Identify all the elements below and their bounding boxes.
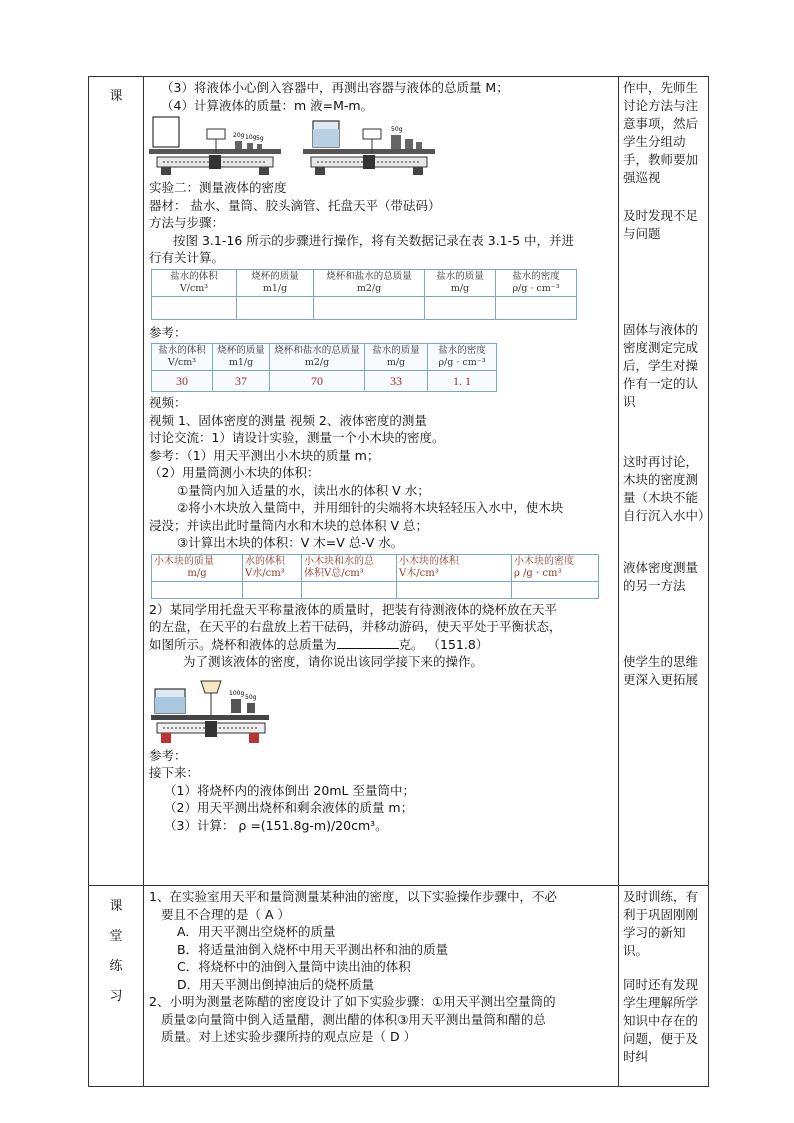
- practice-q1-line1: 1、在实验室用天平和量筒测量某种油的密度，以下实验操作步骤中，不必: [149, 889, 557, 904]
- saltwater-reference-table: [151, 343, 497, 392]
- note: 作中，先师生讨论方法与注意事项，然后学生分组动手，教师要加强巡视: [623, 80, 699, 185]
- question2-line1: 2）某同学用托盘天平称量液体的质量时，把装有待测液体的烧杯放在天平: [149, 601, 557, 617]
- video-label: 视频：: [149, 395, 187, 410]
- video-links[interactable]: 视频 1、固体密度的测量 视频 2、液体密度的测量: [149, 412, 427, 428]
- table-cell: 30: [152, 371, 213, 392]
- reference-step-2c: ③计算出木块的体积：V 木=V 总-V 水。: [177, 535, 404, 550]
- next-label: 接下来：: [149, 765, 200, 780]
- reference-label: 参考：: [149, 324, 187, 340]
- reference-step-2b-line2: 浸没；并读出此时量筒内水和木块的总体积 V 总；: [149, 517, 428, 533]
- lesson-row-practice: [89, 886, 709, 1087]
- lesson-row-teaching: [89, 77, 709, 886]
- option-c: C．将烧杯中的油倒入量筒中读出油的体积: [177, 959, 411, 974]
- weight-50g-label: 50g: [245, 693, 257, 701]
- answer-blank: [337, 648, 399, 649]
- exp2-desc-line1: 按图 3.1-16 所示的步骤进行操作，将有关数据记录在表 3.1-5 中，并进: [173, 232, 575, 248]
- practice-label: 课 堂 练 习: [109, 899, 123, 1004]
- table-header-cell: 盐水的体积 V/cm³: [152, 269, 237, 296]
- weight-10g-label: 10g: [245, 134, 257, 141]
- table-header-cell: 小木块的密度 ρ /g · cm³: [512, 554, 599, 581]
- weight-100g-label: 100g: [229, 689, 245, 697]
- table-header-cell: 烧杯的质量 m1/g: [237, 269, 314, 296]
- table-header-cell: 小木块的体积 V木/cm³: [397, 554, 512, 581]
- table-row: [152, 296, 577, 319]
- next-step-3: （3）计算： ρ =(151.8g-m)/20cm³。: [164, 817, 388, 833]
- practice-notes: [619, 886, 708, 1066]
- practice-q2-line3: 质量。对上述实验步骤所持的观点应是（ D ）: [161, 1029, 417, 1044]
- teaching-notes: [619, 77, 711, 689]
- next-step-2: （2）用天平测出烧杯和剩余液体的质量 m；: [164, 800, 414, 815]
- teaching-content: [144, 77, 618, 834]
- question2-line4: 为了测该液体的密度，请你说出该同学接下来的操作。: [183, 654, 484, 669]
- note: 及时训练，有利于巩固刚刚学习的新知识。: [623, 889, 699, 958]
- note: 同时还有发现学生理解所学知识中存在的问题，便于及时纠: [623, 977, 699, 1064]
- table-header-cell: 盐水的体积 V/cm³: [152, 344, 213, 371]
- weight-5g-label: 5g: [256, 135, 264, 142]
- next-step-1: （1）将烧杯内的液体倒出 20mL 至量筒中；: [164, 782, 415, 798]
- reference-step-2: （2）用量筒测小木块的体积：: [149, 465, 320, 480]
- wood-block-table: [151, 554, 599, 599]
- table-header-cell: 烧杯和盐水的总质量 m2/g: [270, 344, 365, 371]
- option-b: B．将适量油倒入烧杯中用天平测出杯和油的质量: [177, 941, 449, 957]
- table-header-cell: 烧杯和盐水的总质量 m2/g: [314, 269, 425, 296]
- table-cell: 70: [270, 371, 365, 392]
- discussion-prompt: 讨论交流：1）请设计实验，测量一个小木块的密度。: [149, 430, 445, 445]
- exp2-method: 方法与步骤：: [149, 215, 225, 230]
- reference-label: 参考：: [149, 747, 187, 763]
- section-label: 课: [109, 89, 123, 104]
- table-header-cell: 小木块的质量 m/g: [152, 554, 243, 581]
- weight-20g-label: 20g: [233, 132, 245, 139]
- table-row: [152, 581, 599, 598]
- balance-with-empty-beaker-image: [149, 115, 281, 177]
- table-cell: 1. 1: [428, 371, 497, 392]
- practice-content: [144, 886, 618, 1046]
- question2-line2: 的左盘，在天平的右盘放上若干砝码，并移动游码，使天平处于平衡状态，: [149, 619, 562, 634]
- exp2-materials: 器材： 盐水、量筒、胶头滴管、托盘天平（带砝码）: [149, 197, 441, 213]
- note: 使学生的思维更深入更拓展: [623, 654, 699, 687]
- option-a: A．用天平测出空烧杯的质量: [177, 924, 336, 939]
- table-header-cell: 盐水的密度 ρ/g · cm⁻³: [428, 344, 497, 371]
- question2-line3: 如图所示。烧杯和液体的总质量为 克。 （151.8）: [149, 636, 489, 652]
- note: 固体与液体的密度测定完成后，学生对操作有一定的认识: [623, 322, 699, 409]
- table-header-cell: 烧杯的质量 m1/g: [213, 344, 270, 371]
- table-cell: 33: [365, 371, 428, 392]
- practice-q1-line2: 要且不合理的是（ A ）: [161, 906, 290, 922]
- balance-with-liquid-image: [151, 675, 271, 747]
- step-3: （3）将液体小心倒入容器中，再测出容器与液体的总质量 M；: [161, 80, 509, 95]
- practice-q2-line1: 2、小明为测量老陈醋的密度设计了如下实验步骤：①用天平测出空量筒的: [149, 994, 556, 1009]
- step-4: （4）计算液体的质量：m 液=M-m。: [161, 97, 374, 113]
- practice-q2-line2: 质量②向量筒中倒入适量醋，测出醋的体积③用天平测出量筒和醋的总: [161, 1011, 546, 1027]
- weight-50g-label: 50g: [391, 126, 403, 133]
- saltwater-record-table: [151, 269, 577, 320]
- table-header-cell: 盐水的质量 m/g: [365, 344, 428, 371]
- table-header-cell: 盐水的质量 m/g: [425, 269, 496, 296]
- lesson-plan-table: [88, 76, 709, 1087]
- reference-step-1: 参考：（1）用天平测出小木块的质量 m；: [149, 447, 380, 463]
- reference-step-2b-line1: ②将小木块放入量筒中，并用细针的尖端将木块轻轻压入水中，使木块: [177, 500, 564, 515]
- exp2-title: 实验二：测量液体的密度: [149, 180, 287, 195]
- table-row: [152, 371, 497, 392]
- balance-with-filled-beaker-image: [303, 115, 435, 177]
- note: 及时发现不足与问题: [623, 208, 699, 241]
- option-d: D．用天平测出倒掉油后的烧杯质量: [177, 976, 375, 992]
- note: 液体密度测量的另一方法: [623, 560, 699, 593]
- table-header-cell: 小木块和水的总 体积V总/cm³: [302, 554, 397, 581]
- exp2-desc-line2: 行有关计算。: [149, 250, 225, 265]
- note: 这时再讨论，木块的密度测量（木块不能自行沉入水中）: [623, 454, 711, 523]
- table-header-cell: 水的体积 V水/cm³: [243, 554, 302, 581]
- table-cell: 37: [213, 371, 270, 392]
- balance-illustrations: [149, 115, 614, 177]
- table-header-cell: 盐水的密度 ρ/g · cm⁻³: [496, 269, 577, 296]
- reference-step-2a: ①量筒内加入适量的水，读出水的体积 V 水；: [177, 482, 430, 498]
